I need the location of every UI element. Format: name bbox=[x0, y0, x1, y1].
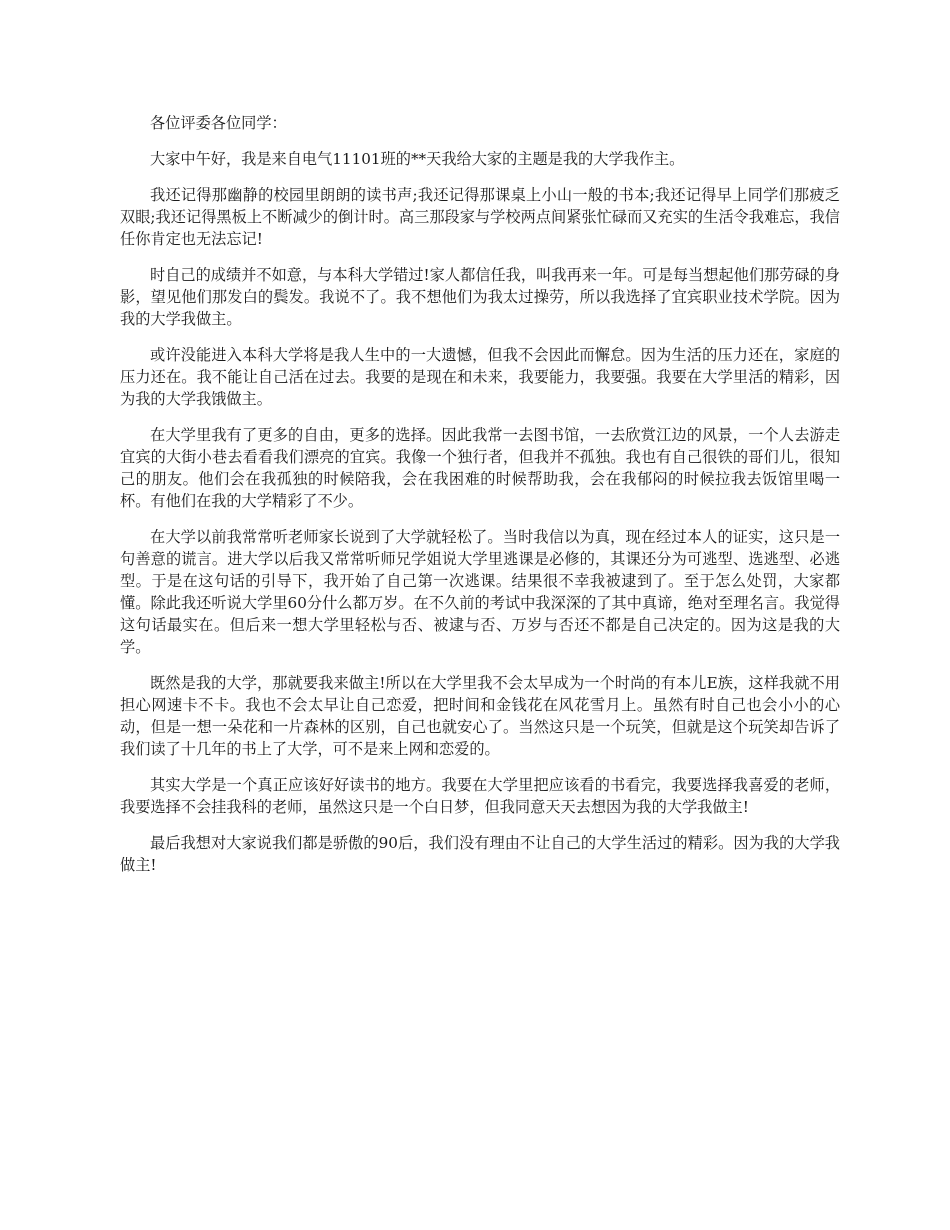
paragraph-greeting: 各位评委各位同学： bbox=[150, 114, 287, 132]
paragraph-choice: 时自己的成绩并不如意，与本科大学错过!家人都信任我，叫我再来一年。可是每当想起他们那劳碌的身影，望见他们那发白的鬓发。我说不了。我不想他们为我太过操劳，所以我选择了宜宾职业技术学院。因为我的大学我做主。 bbox=[120, 266, 840, 328]
paragraph-freedom: 在大学里我有了更多的自由，更多的选择。因此我常一去图书馆，一去欣赏江边的风景，一个人去游走宜宾的大街小巷去看看我们漂亮的宜宾。我像一个独行者，但我并不孤独。我也有自己很铁的哥们儿，很知己的朋友。他们会在我孤独的时候陪我，会在我困难的时候帮助我，会在我郁闷的时候拉我去饭馆里喝一杯。有他们在我的大学精彩了不少。 bbox=[120, 426, 840, 510]
paragraph-my-decision: 既然是我的大学，那就要我来做主!所以在大学里我不会太早成为一个时尚的有本儿E族，这样我就不用担心网速卡不卡。我也不会太早让自己恋爱，把时间和金钱花在风花雪月上。虽然有时自己也会小小的心动，但是一想一朵花和一片森林的区别，自己也就安心了。当然这只是一个玩笑，但就是这个玩笑却告诉了我们读了十几年的书上了大学，可不是来上网和恋爱的。 bbox=[120, 674, 840, 758]
paragraph-study: 其实大学是一个真正应该好好读书的地方。我要在大学里把应该看的书看完，我要选择我喜爱的老师，我要选择不会挂我科的老师，虽然这只是一个白日梦，但我同意天天去想因为我的大学我做主! bbox=[120, 776, 840, 816]
document-body bbox=[120, 112, 840, 890]
paragraph-skipping-class: 在大学以前我常常听老师家长说到了大学就轻松了。当时我信以为真，现在经过本人的证实，这只是一句善意的谎言。进大学以后我又常常听师兄学姐说大学里逃课是必修的，其课还分为可逃型、选逃型、必逃型。于是在这句话的引导下，我开始了自己第一次逃课。结果很不幸我被逮到了。至于怎么处罚，大家都懂。除此我还听说大学里60分什么都万岁。在不久前的考试中我深深的了其中真谛，绝对至理名言。我觉得这句话最实在。但后来一想大学里轻松与否、被逮与否、万岁与否还不都是自己决定的。因为这是我的大学。 bbox=[120, 528, 840, 656]
paragraph-regret: 或许没能进入本科大学将是我人生中的一大遗憾，但我不会因此而懈怠。因为生活的压力还在，家庭的压力还在。我不能让自己活在过去。我要的是现在和未来，我要能力，我要强。我要在大学里活的精彩，因为我的大学我饿做主。 bbox=[120, 346, 840, 408]
paragraph-intro: 大家中午好，我是来自电气11101班的**天我给大家的主题是我的大学我作主。 bbox=[150, 150, 685, 168]
paragraph-memories: 我还记得那幽静的校园里朗朗的读书声;我还记得那课桌上小山一般的书本;我还记得早上同学们那疲乏双眼;我还记得黑板上不断减少的倒计时。高三那段家与学校两点间紧张忙碌而又充实的生活令我难忘，我信任你肯定也无法忘记! bbox=[120, 186, 840, 248]
paragraph-conclusion: 最后我想对大家说我们都是骄傲的90后，我们没有理由不让自己的大学生活过的精彩。因为我的大学我做主! bbox=[120, 834, 840, 874]
